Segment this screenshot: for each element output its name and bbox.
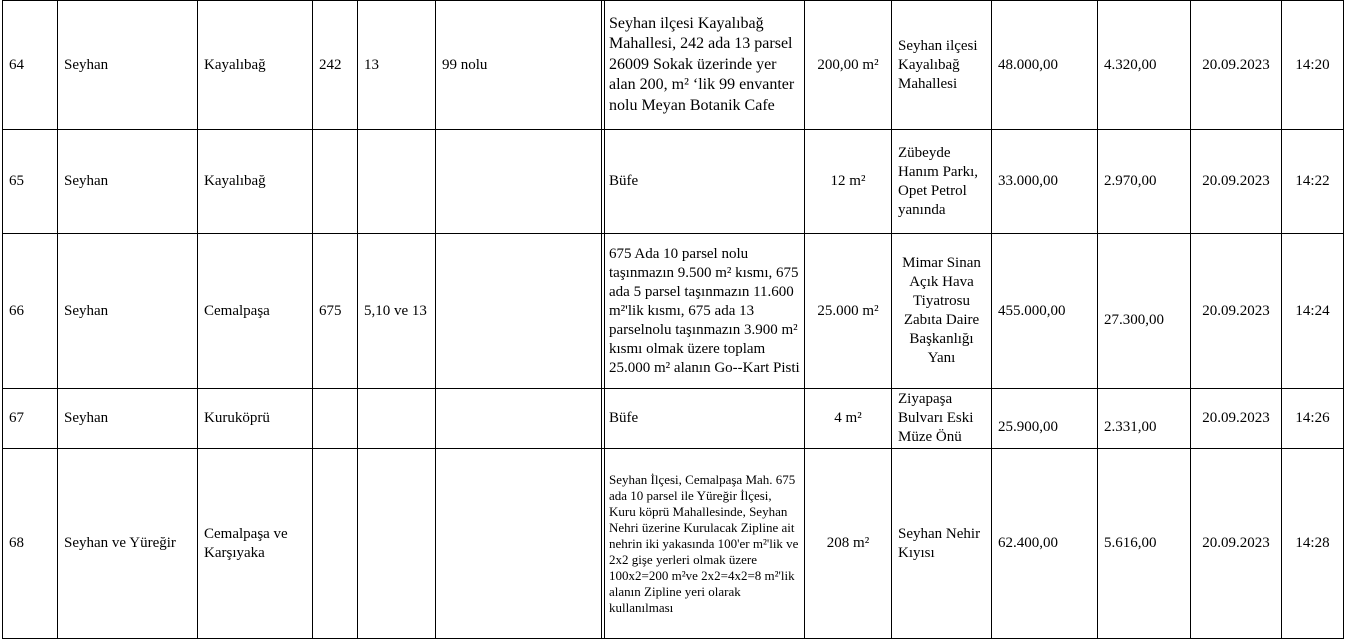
alan-cell: 200,00 m² bbox=[805, 1, 892, 130]
row-no: 68 bbox=[3, 449, 58, 639]
envanter-cell bbox=[436, 234, 602, 389]
mahalle-cell: Kuruköprü bbox=[198, 389, 313, 449]
konum-cell: Ziyapaşa Bulvarı Eski Müze Önü bbox=[892, 389, 992, 449]
tarih-cell: 20.09.2023 bbox=[1191, 234, 1282, 389]
bedel-cell: 62.400,00 bbox=[992, 449, 1098, 639]
alan-cell: 4 m² bbox=[805, 389, 892, 449]
teminat-cell: 27.300,00 bbox=[1098, 234, 1191, 389]
teminat-cell: 2.331,00 bbox=[1098, 389, 1191, 449]
table-row bbox=[3, 1, 1344, 130]
aciklama-cell: Seyhan İlçesi, Cemalpaşa Mah. 675 ada 10 parsel ile Yüreğir İlçesi, Kuru köprü Mahallesinde, Seyhan Nehri üzerine Kurulacak Zipline ait nehrin iki yakasında 100'er m²'lik ve 2x2 gişe yerleri olmak üzere 100x2=200 m²ve 2x2=4x2=8 m²'lik alanın Zipline yeri olarak kullanılması bbox=[605, 449, 805, 639]
tarih-cell: 20.09.2023 bbox=[1191, 449, 1282, 639]
tarih-cell: 20.09.2023 bbox=[1191, 1, 1282, 130]
saat-cell: 14:26 bbox=[1282, 389, 1344, 449]
envanter-cell bbox=[436, 389, 602, 449]
bedel-cell: 48.000,00 bbox=[992, 1, 1098, 130]
ada-cell: 675 bbox=[313, 234, 358, 389]
aciklama-cell: 675 Ada 10 parsel nolu taşınmazın 9.500 m² kısmı, 675 ada 5 parsel taşınmazın 11.600 m²'lik kısmı, 675 ada 13 parselnolu taşınmazın 3.900 m² kısmı olmak üzere toplam 25.000 m² alanın Go--Kart Pisti bbox=[605, 234, 805, 389]
konum-cell: Mimar Sinan Açık Hava Tiyatrosu Zabıta Daire Başkanlığı Yanı bbox=[892, 234, 992, 389]
bedel-cell: 455.000,00 bbox=[992, 234, 1098, 389]
row-no: 65 bbox=[3, 130, 58, 234]
parsel-cell: 5,10 ve 13 bbox=[358, 234, 436, 389]
mahalle-cell: Cemalpaşa bbox=[198, 234, 313, 389]
envanter-cell: 99 nolu bbox=[436, 1, 602, 130]
ilce-cell: Seyhan bbox=[58, 234, 198, 389]
row-no: 67 bbox=[3, 389, 58, 449]
parsel-cell: 13 bbox=[358, 1, 436, 130]
teminat-cell: 2.970,00 bbox=[1098, 130, 1191, 234]
ada-cell bbox=[313, 449, 358, 639]
parsel-cell bbox=[358, 389, 436, 449]
tarih-cell: 20.09.2023 bbox=[1191, 389, 1282, 449]
teminat-cell: 4.320,00 bbox=[1098, 1, 1191, 130]
parsel-cell bbox=[358, 130, 436, 234]
table-row bbox=[3, 234, 1344, 389]
aciklama-cell: Büfe bbox=[605, 389, 805, 449]
ihale-table bbox=[2, 0, 1344, 639]
bedel-cell: 25.900,00 bbox=[992, 389, 1098, 449]
konum-cell: Zübeyde Hanım Parkı, Opet Petrol yanında bbox=[892, 130, 992, 234]
konum-cell: Seyhan ilçesi Kayalıbağ Mahallesi bbox=[892, 1, 992, 130]
mahalle-cell: Kayalıbağ bbox=[198, 1, 313, 130]
alan-cell: 208 m² bbox=[805, 449, 892, 639]
ilce-cell: Seyhan bbox=[58, 1, 198, 130]
envanter-cell bbox=[436, 130, 602, 234]
alan-cell: 25.000 m² bbox=[805, 234, 892, 389]
bedel-cell: 33.000,00 bbox=[992, 130, 1098, 234]
konum-cell: Seyhan Nehir Kıyısı bbox=[892, 449, 992, 639]
aciklama-cell: Büfe bbox=[605, 130, 805, 234]
envanter-cell bbox=[436, 449, 602, 639]
row-no: 66 bbox=[3, 234, 58, 389]
teminat-cell: 5.616,00 bbox=[1098, 449, 1191, 639]
parsel-cell bbox=[358, 449, 436, 639]
ada-cell bbox=[313, 389, 358, 449]
row-no: 64 bbox=[3, 1, 58, 130]
saat-cell: 14:20 bbox=[1282, 1, 1344, 130]
table-row bbox=[3, 130, 1344, 234]
mahalle-cell: Cemalpaşa ve Karşıyaka bbox=[198, 449, 313, 639]
aciklama-cell: Seyhan ilçesi Kayalıbağ Mahallesi, 242 ada 13 parsel 26009 Sokak üzerinde yer alan 200, m² ‘lik 99 envanter nolu Meyan Botanik Cafe bbox=[605, 1, 805, 130]
tarih-cell: 20.09.2023 bbox=[1191, 130, 1282, 234]
saat-cell: 14:28 bbox=[1282, 449, 1344, 639]
ada-cell: 242 bbox=[313, 1, 358, 130]
saat-cell: 14:22 bbox=[1282, 130, 1344, 234]
ilce-cell: Seyhan bbox=[58, 130, 198, 234]
mahalle-cell: Kayalıbağ bbox=[198, 130, 313, 234]
table-row bbox=[3, 389, 1344, 449]
ada-cell bbox=[313, 130, 358, 234]
ilce-cell: Seyhan ve Yüreğir bbox=[58, 449, 198, 639]
ilce-cell: Seyhan bbox=[58, 389, 198, 449]
saat-cell: 14:24 bbox=[1282, 234, 1344, 389]
table-row bbox=[3, 449, 1344, 639]
alan-cell: 12 m² bbox=[805, 130, 892, 234]
